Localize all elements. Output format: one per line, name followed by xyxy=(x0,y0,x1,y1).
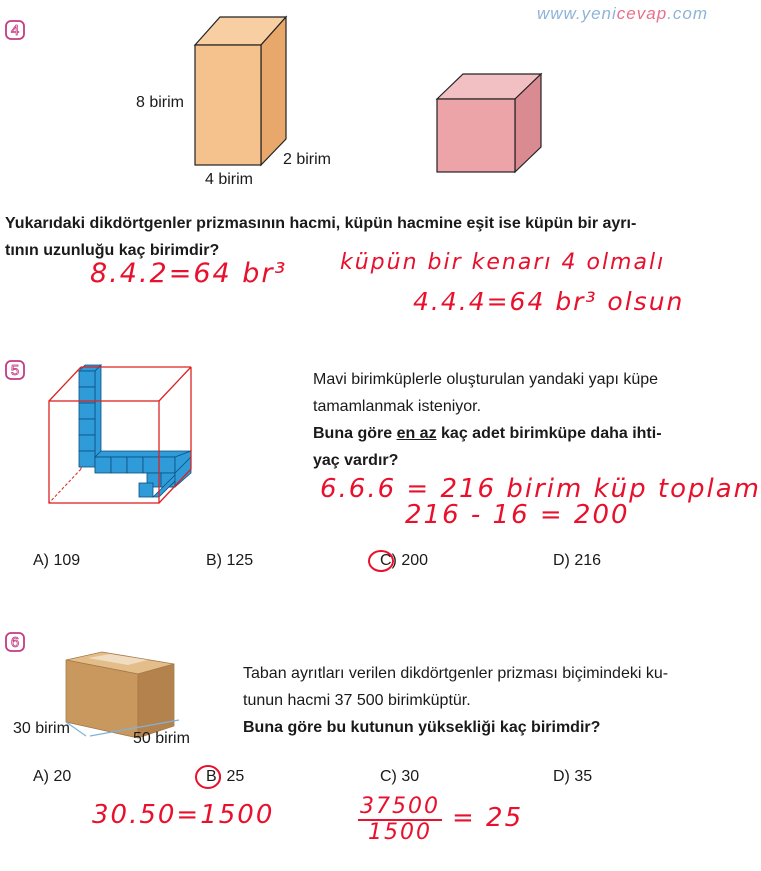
hidden-edge xyxy=(49,469,81,503)
question-5-prompt: Buna göre en az kaç adet birimküpe daha ihti- xyxy=(313,425,662,442)
handwriting-q5-diff: 216 - 16 = 200 xyxy=(405,500,630,530)
question-5-text: Mavi birimküplerle oluşturulan yandaki yapı küpe tamamlanmak isteniyor. Buna göre en az kaç adet birimküpe daha ihti- yaç vardır? xyxy=(313,366,713,474)
question-4-text: Yukarıdaki dikdörtgenler prizmasının hacmi, küpün hacmine eşit ise küpün bir ayrı- tının uzunluğu kaç birimdir? xyxy=(5,215,637,259)
question-5-number xyxy=(5,360,25,380)
q5-option-b[interactable]: B) 125 xyxy=(206,552,254,569)
q5-option-d[interactable]: D) 216 xyxy=(553,552,602,569)
svg-text:4: 4 xyxy=(10,22,20,39)
handwriting-q4-volume: 8.4.2=64 br³ xyxy=(90,258,288,289)
q6-option-c[interactable]: C) 30 xyxy=(380,768,420,785)
handwriting-q6-result: = 25 xyxy=(452,803,524,833)
answer-circle-q5 xyxy=(366,548,396,574)
question-6-number xyxy=(5,632,25,652)
prism-depth-label: 2 birim xyxy=(283,151,332,168)
svg-text:6: 6 xyxy=(10,634,20,651)
handwriting-q4-cube: 4.4.4=64 br³ olsun xyxy=(413,287,685,316)
q5-option-a[interactable]: A) 109 xyxy=(33,552,81,569)
question-6-text: Taban ayrıtları verilen dikdörtgenler prizması biçimindeki ku- tunun hacmi 37 500 birimküptür. Buna göre bu kutunun yüksekliği kaç birimdir? xyxy=(243,665,669,736)
handwriting-q4-note: küpün bir kenarı 4 olmalı xyxy=(340,250,666,275)
watermark: www.yenicevap.com xyxy=(536,4,708,23)
q6-option-b[interactable]: B) 25 xyxy=(206,768,245,785)
handwriting-q5-total: 6.6.6 = 216 birim küp toplam xyxy=(320,474,761,504)
q5-option-c[interactable]: C) 200 xyxy=(380,552,429,569)
box-width-label: 30 birim xyxy=(13,720,70,737)
rectangular-prism xyxy=(190,15,290,167)
q6-option-d[interactable]: D) 35 xyxy=(553,768,593,785)
handwriting-q6-fraction: 37500 1500 xyxy=(360,794,440,845)
cube xyxy=(435,72,545,174)
question-4-number xyxy=(5,20,25,40)
prism-width-label: 4 birim xyxy=(205,171,254,188)
box-length-label: 50 birim xyxy=(133,730,190,747)
handwriting-q6-base-area: 30.50=1500 xyxy=(92,800,275,830)
q6-option-a[interactable]: A) 20 xyxy=(33,768,72,785)
cube-wireframe-figure xyxy=(45,365,195,510)
answer-circle-q6 xyxy=(193,763,223,791)
svg-text:5: 5 xyxy=(10,362,20,379)
prism-height-label: 8 birim xyxy=(136,94,185,111)
